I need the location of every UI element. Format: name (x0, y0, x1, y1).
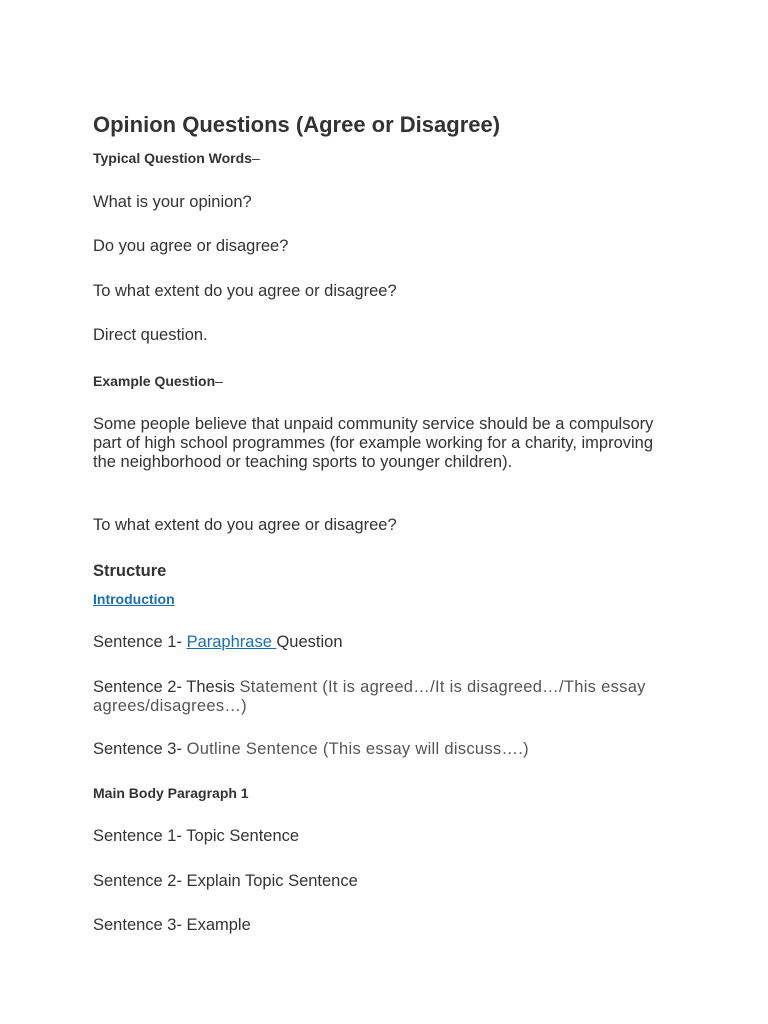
example-question-heading (93, 373, 223, 389)
intro-sentence-1-prefix: Sentence 1- (93, 633, 187, 651)
introduction-link-line (93, 591, 175, 607)
main-body-paragraph-1-heading: Main Body Paragraph 1 (93, 785, 249, 801)
question-opinion: What is your opinion? (93, 193, 252, 211)
intro-sentence-3-rest: Outline Sentence (This essay will discuss….) (186, 740, 529, 758)
introduction-link[interactable]: Introduction (93, 591, 175, 607)
structure-heading: Structure (93, 562, 167, 580)
main-body-sentence-1: Sentence 1- Topic Sentence (93, 827, 300, 845)
intro-sentence-1-suffix: Question (276, 633, 343, 651)
typical-question-words-heading (93, 150, 260, 166)
intro-sentence-3 (93, 740, 529, 759)
main-body-sentence-3: Sentence 3- Example (93, 916, 251, 934)
intro-sentence-1 (93, 633, 343, 652)
example-question-label: Example Question (93, 373, 216, 389)
intro-sentence-2-prefix: Sentence 2- Thesis (93, 678, 240, 696)
page-title: Opinion Questions (Agree or Disagree) (93, 112, 501, 137)
question-agree-disagree: Do you agree or disagree? (93, 237, 289, 255)
question-direct: Direct question. (93, 326, 208, 344)
question-extent: To what extent do you agree or disagree? (93, 282, 397, 300)
intro-sentence-3-prefix: Sentence 3- (93, 740, 187, 758)
intro-sentence-2 (93, 678, 673, 716)
typical-question-words-dash: – (251, 150, 260, 166)
paraphrase-link[interactable]: Paraphrase (186, 633, 277, 651)
typical-question-words-label: Typical Question Words (93, 150, 252, 166)
main-body-sentence-2: Sentence 2- Explain Topic Sentence (93, 872, 358, 890)
example-question-text: Some people believe that unpaid community service should be a compulsory part of high school programmes (for example working for a charity, improving the neighborhood or teaching sports to younger children). (93, 415, 654, 471)
intro-sentence-2-rest: Statement (It is agreed…/It is disagreed…/This essay agrees/disagrees…) (93, 678, 646, 715)
example-question-dash: – (215, 373, 223, 389)
example-question-prompt: To what extent do you agree or disagree? (93, 516, 397, 534)
